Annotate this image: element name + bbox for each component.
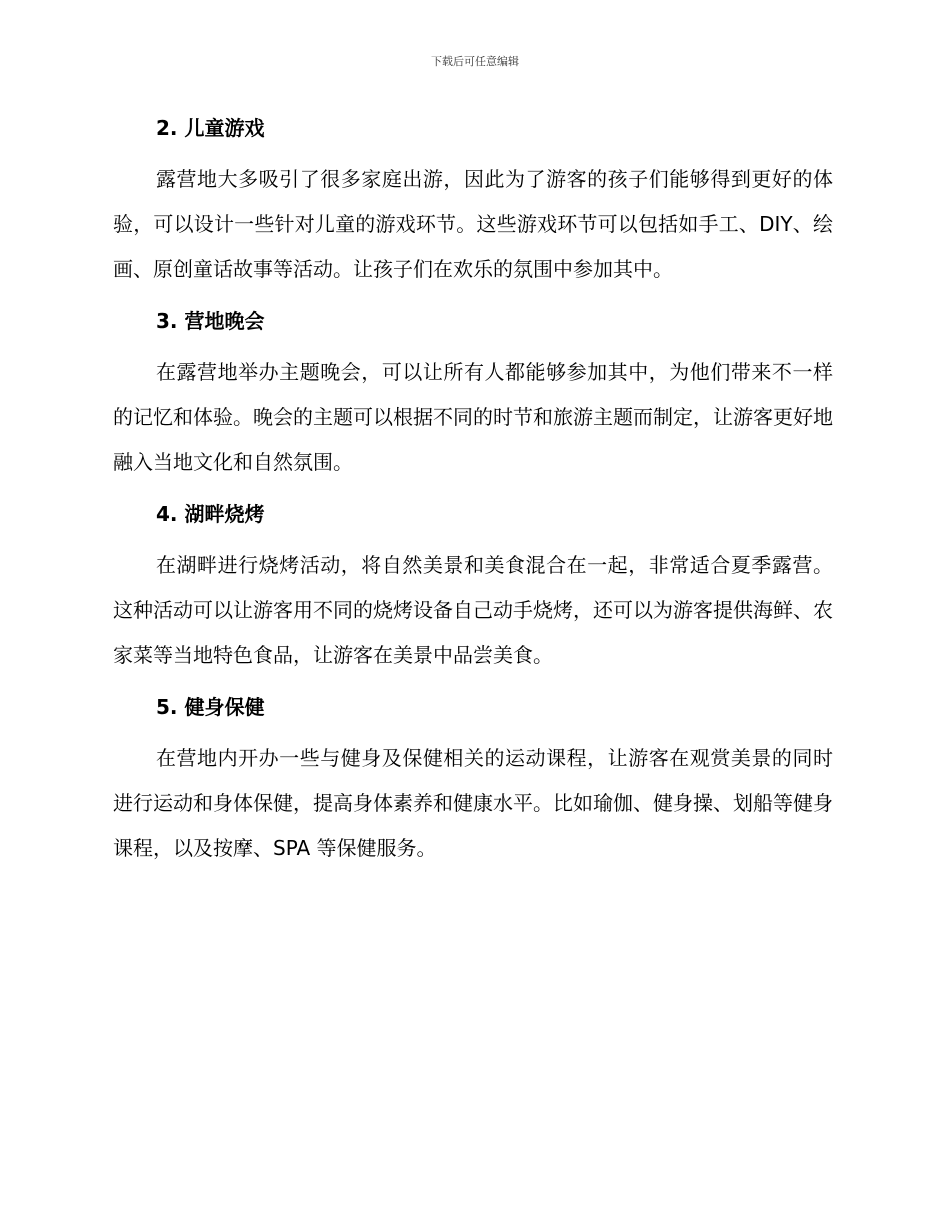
section-body-camp-party: 在露营地举办主题晚会，可以让所有人都能够参加其中，为他们带来不一样的记忆和体验。晚会的主题可以根据不同的时节和旅游主题而制定，让游客更好地融入当地文化和自然氛围。 (113, 360, 833, 474)
section-heading-children-games: 2. 儿童游戏 (156, 116, 265, 140)
document-body (113, 108, 833, 880)
section-body-lakeside-bbq: 在湖畔进行烧烤活动，将自然美景和美食混合在一起，非常适合夏季露营。这种活动可以让游客用不同的烧烤设备自己动手烧烤，还可以为游客提供海鲜、农家菜等当地特色食品，让游客在美景中品尝美食。 (113, 553, 833, 667)
section-body-fitness-health: 在营地内开办一些与健身及保健相关的运动课程，让游客在观赏美景的同时进行运动和身体保健，提高身体素养和健康水平。比如瑜伽、健身操、划船等健身课程，以及按摩、SPA 等保健服务。 (113, 746, 833, 860)
page-header-note: 下载后可任意编辑 (431, 55, 519, 68)
section-heading-camp-party: 3. 营地晚会 (156, 309, 265, 333)
section-heading-lakeside-bbq: 4. 湖畔烧烤 (156, 502, 265, 526)
section-heading-fitness-health: 5. 健身保健 (156, 695, 265, 719)
section-body-children-games: 露营地大多吸引了很多家庭出游，因此为了游客的孩子们能够得到更好的体验，可以设计一些针对儿童的游戏环节。这些游戏环节可以包括如手工、DIY、绘画、原创童话故事等活动。让孩子们在欢乐的氛围中参加其中。 (113, 167, 833, 281)
